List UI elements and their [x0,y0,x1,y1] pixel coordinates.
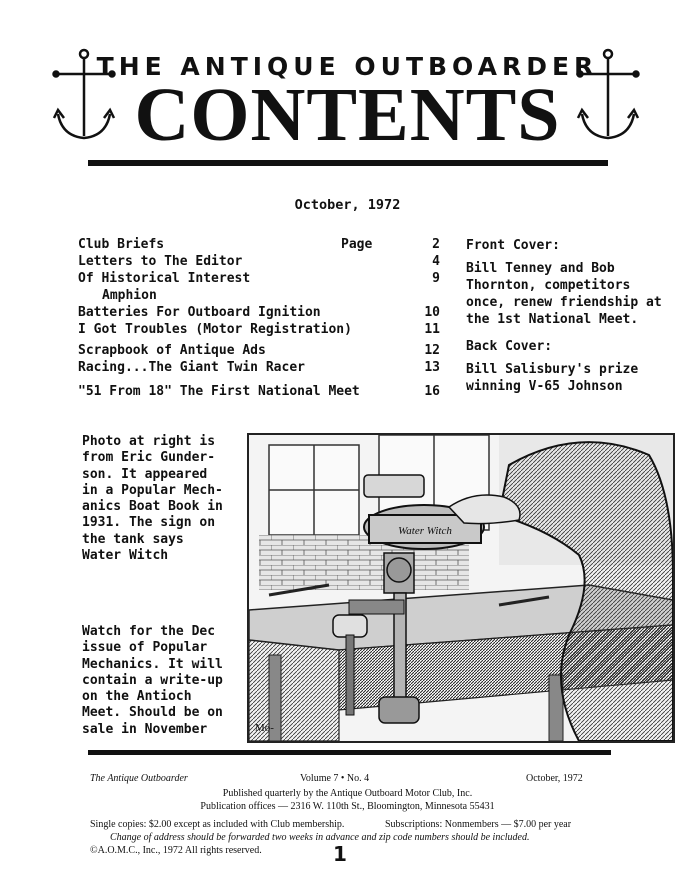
toc-page-label: Page [341,237,373,252]
note-line: on the Antioch [82,689,192,705]
table-of-contents [78,237,440,401]
toc-item-page: 13 [424,360,440,375]
note-line: sale in November [82,721,208,737]
toc-item [78,384,440,401]
page-number: 1 [333,842,347,866]
back-cover-text: Bill Salisbury's prize winning V-65 Johnson [466,362,639,394]
toc-item-title: Scrapbook of Antique Ads [78,343,266,358]
toc-item-title: I Got Troubles (Motor Registration) [78,322,352,337]
front-cover-label: Front Cover: [466,238,560,253]
footer-published-by: Published quarterly by the Antique Outboard Motor Club, Inc. [222,788,473,799]
toc-item-page: 2 [432,237,440,252]
toc-item [78,288,440,305]
footer-subscriptions: Subscriptions: Nonmembers — $7.00 per year [385,819,572,830]
toc-item [78,360,440,377]
mechanics-note [82,624,242,738]
footer-publication: The Antique Outboarder [90,773,188,784]
toc-item [78,237,440,254]
note-line: Mechanics. It will [82,656,223,672]
toc-item [78,271,440,288]
tank-sign-text: Water Witch [398,525,452,537]
artist-signature: Mo- [255,722,274,734]
toc-item-title: Amphion [102,288,157,303]
issue-date: October, 1972 [294,197,401,213]
photo-caption [82,434,242,564]
toc-item-page: 12 [424,343,440,358]
toc-item-title: Letters to The Editor [78,254,243,269]
footer-rule [88,750,611,755]
toc-item-title: Racing...The Giant Twin Racer [78,360,305,375]
note-line: contain a write-up [82,672,223,688]
toc-item-page: 16 [424,384,440,399]
note-line: Watch for the Dec [82,624,216,639]
toc-item-page: 10 [424,305,440,320]
toc-item-page: 11 [424,322,440,337]
note-line: Meet. Should be on [82,705,223,721]
toc-item-title: Club Briefs [78,237,165,252]
caption-line: son. It appeared [82,466,208,482]
footer-volume: Volume 7 • No. 4 [300,773,370,784]
toc-item-page: 4 [432,254,440,269]
caption-line: anics Boat Book in [82,499,223,515]
section-title: CONTENTS [134,73,561,157]
illustration-photo [247,433,675,743]
footer-offices: Publication offices — 2316 W. 110th St., Bloomington, Minnesota 55431 [200,801,495,812]
caption-line: Photo at right is [82,434,216,449]
toc-item-title: Batteries For Outboard Ignition [78,305,321,320]
publication-title: THE ANTIQUE OUTBOARDER [96,52,599,81]
caption-line: in a Popular Mech- [82,482,223,498]
caption-line: from Eric Gunder- [82,450,216,466]
footer-date: October, 1972 [526,773,583,784]
toc-item [78,322,440,339]
note-line: issue of Popular [82,640,208,656]
footer-single-copies: Single copies: $2.00 except as included with Club membership. [90,819,345,830]
toc-item [78,305,440,322]
back-cover-label: Back Cover: [466,339,553,354]
toc-item-title: Of Historical Interest [78,271,251,286]
header-rule [88,160,608,166]
caption-line: the tank says [82,531,184,547]
front-cover-text: Bill Tenney and Bob Thornton, competitors once, renew friendship at the 1st National Meet. [466,261,662,327]
toc-item [78,343,440,360]
cover-descriptions [466,237,676,405]
toc-item-title: "51 From 18" The First National Meet [78,384,360,399]
toc-item-page: 9 [432,271,440,286]
toc-item [78,254,440,271]
footer-copyright: ©A.O.M.C., Inc., 1972 All rights reserved. [90,845,262,856]
caption-line: Water Witch [82,548,169,564]
caption-line: 1931. The sign on [82,515,216,531]
footer-change-of-address: Change of address should be forwarded two weeks in advance and zip code numbers should be included. [110,832,530,843]
outboard-motor-illustration [249,435,673,741]
